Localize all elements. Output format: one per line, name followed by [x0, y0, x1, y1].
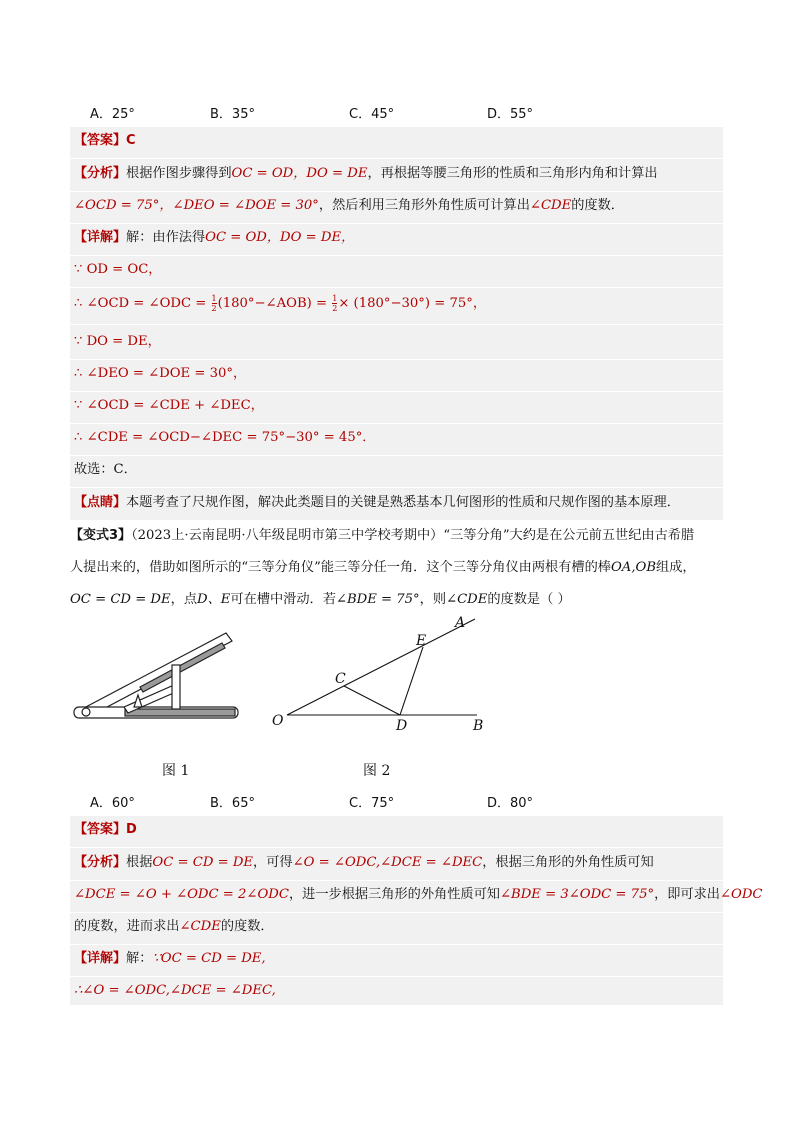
- q1-step-2: ∴ ∠OCD = ∠ODC = $\frac{1}{2}$ (180°−∠AOB) = $\frac{1}{2}$ × (180°−30°) = 75°，: [74, 294, 487, 313]
- q1-step-6: ∴ ∠CDE = ∠OCD−∠DEC = 75°−30° = 45°．: [74, 430, 376, 445]
- figure-2-diagram: [265, 612, 495, 742]
- ray-oa: [287, 619, 475, 715]
- q2-option-c: C．75°: [349, 796, 395, 811]
- label-b: B: [473, 718, 484, 734]
- q2-question-line-1: 【变式3】（2023上·云南昆明·八年级昆明市第三中学校考期中）“三等分角”大约是在公元前五世纪由古希腊: [70, 528, 695, 543]
- q2-options: [90, 790, 590, 812]
- q1-step-5: ∵ ∠OCD = ∠CDE + ∠DEC，: [74, 398, 264, 413]
- q1-option-d: D．55°: [487, 107, 534, 122]
- q1-option-b: B．35°: [210, 107, 255, 122]
- q1-comment: 【点睛】本题考查了尺规作图，解决此类题目的关键是熟悉基本几何图形的性质和尺规作图的基本原理．: [74, 495, 680, 510]
- q2-option-a: A．60°: [90, 796, 135, 811]
- q1-step-1: ∵ OD = OC，: [74, 262, 162, 277]
- figure-2-caption: 图 2: [363, 763, 391, 779]
- q2-analysis-line-1: 【分析】根据OC = CD = DE，可得∠O = ∠ODC,∠DCE = ∠DEC，根据三角形的外角性质可知: [74, 855, 654, 870]
- fraction-half: $\frac{1}{2}$: [211, 294, 217, 313]
- q2-detail-line-1: 【详解】解：∵OC = CD = DE,: [74, 951, 266, 966]
- q2-analysis-line-3: 的度数，进而求出∠CDE的度数．: [74, 919, 274, 934]
- q1-detail-line-1: 【详解】解：由作法得OC = OD，DO = DE，: [74, 230, 355, 245]
- pivot-o: [82, 708, 90, 716]
- figure-1-caption: 图 1: [162, 763, 190, 779]
- segment-cd: [344, 686, 400, 715]
- q2-option-b: B．65°: [210, 796, 255, 811]
- label-c: C: [335, 671, 346, 687]
- q2-detail-line-2: ∴∠O = ∠ODC,∠DCE = ∠DEC,: [74, 983, 276, 998]
- q1-step-4: ∴ ∠DEO = ∠DOE = 30°，: [74, 366, 247, 381]
- label-a: A: [455, 615, 466, 631]
- q1-option-a: A．25°: [90, 107, 135, 122]
- q2-solution-block: [70, 816, 763, 1005]
- q1-option-c: C．45°: [349, 107, 395, 122]
- label-o: O: [272, 713, 284, 729]
- q1-analysis-line-1: 【分析】根据作图步骤得到OC = OD，DO = DE，再根据等腰三角形的性质和三角形内角和计算出: [74, 166, 658, 181]
- link-de: [172, 665, 180, 709]
- q1-solution-block: [70, 127, 723, 520]
- q1-analysis-line-2: ∠OCD = 75°，∠DEO = ∠DOE = 30°，然后利用三角形外角性质可计算出∠CDE的度数．: [74, 198, 624, 213]
- upper-slot: [140, 643, 225, 692]
- lower-slot: [125, 709, 235, 716]
- q2-question-line-3: OC = CD = DE，点D、E可在槽中滑动．若∠BDE = 75°，则∠CDE的度数是（ ）: [70, 592, 571, 607]
- label-e: E: [416, 633, 427, 649]
- upper-rod: [82, 633, 232, 717]
- q1-choose: 故选：C．: [74, 462, 137, 477]
- label-d: D: [396, 718, 408, 734]
- q2-answer: 【答案】D: [74, 822, 137, 837]
- figure-1-trisector: [70, 625, 240, 725]
- q1-step-3: ∵ DO = DE，: [74, 334, 161, 349]
- q1-answer: 【答案】C: [74, 133, 136, 148]
- q2-question-line-2: 人提出来的，借助如图所示的“三等分角仪”能三等分任一角．这个三等分角仪由两根有槽的棒OA,OB组成，: [70, 560, 696, 575]
- q2-analysis-line-2: ∠DCE = ∠O + ∠ODC = 2∠ODC，进一步根据三角形的外角性质可知∠BDE = 3∠ODC = 75°，即可求出∠ODC: [74, 887, 763, 902]
- q2-option-d: D．80°: [487, 796, 534, 811]
- segment-de: [400, 647, 423, 715]
- q1-options: [90, 101, 590, 123]
- fraction-half: $\frac{1}{2}$: [332, 294, 338, 313]
